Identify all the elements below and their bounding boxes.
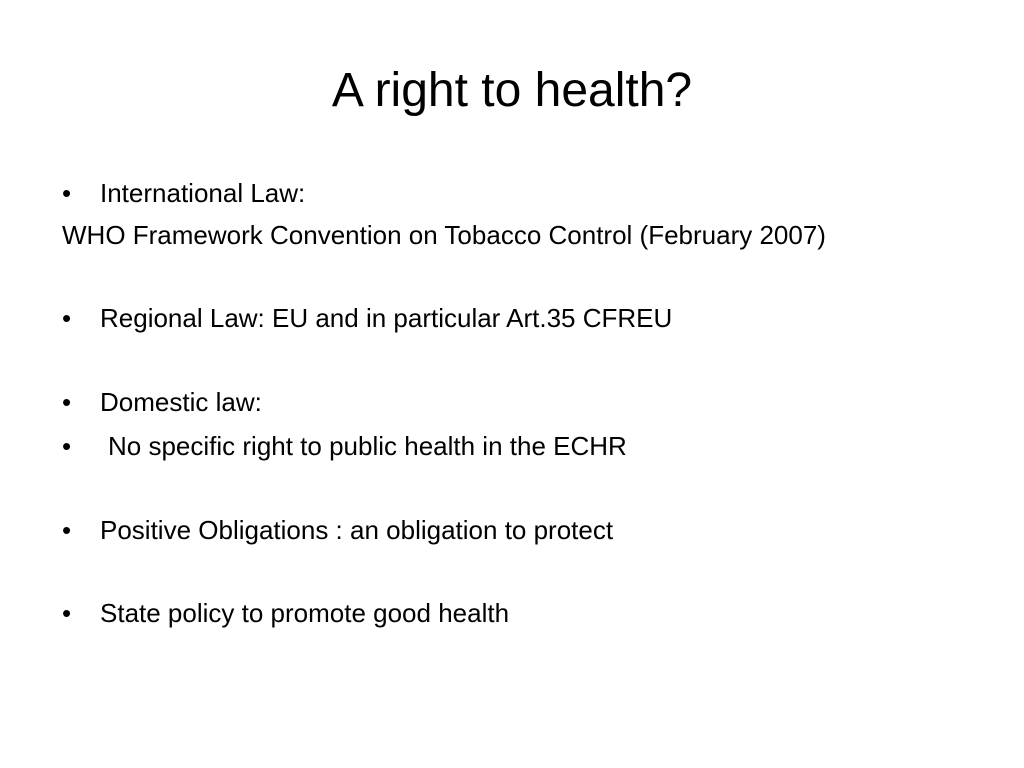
- bullet-icon: •: [62, 430, 72, 461]
- slide-body: [62, 178, 962, 630]
- bullet-text: Positive Obligations : an obligation to protect: [100, 514, 614, 545]
- spacer: [62, 463, 962, 515]
- spacer: [62, 335, 962, 387]
- bullet-icon: •: [62, 303, 72, 334]
- bullet-icon: •: [62, 178, 72, 208]
- bullet-item-domestic-law: [62, 387, 962, 419]
- bullet-icon: •: [62, 598, 72, 629]
- bullet-item-state-policy: [62, 598, 962, 630]
- bullet-text: State policy to promote good health: [100, 598, 510, 629]
- bullet-icon: •: [62, 514, 72, 545]
- spacer: [62, 546, 962, 598]
- bullet-item-positive-obligations: [62, 515, 962, 547]
- bullet-text: No specific right to public health in the ECHR: [108, 430, 627, 461]
- bullet-text: Regional Law: EU and in particular Art.35 CFREU: [100, 303, 673, 334]
- bullet-text: International Law:: [100, 178, 306, 208]
- bullet-item-echr: [62, 431, 962, 463]
- spacer: [62, 251, 962, 303]
- slide-title: A right to health?: [331, 64, 693, 117]
- paragraph-who-framework: [62, 220, 962, 252]
- paragraph-text: WHO Framework Convention on Tobacco Control (February 2007): [62, 219, 826, 250]
- bullet-item-international-law: [62, 178, 962, 210]
- bullet-item-regional-law: [62, 303, 962, 335]
- bullet-text: Domestic law:: [100, 387, 262, 418]
- bullet-icon: •: [62, 387, 72, 418]
